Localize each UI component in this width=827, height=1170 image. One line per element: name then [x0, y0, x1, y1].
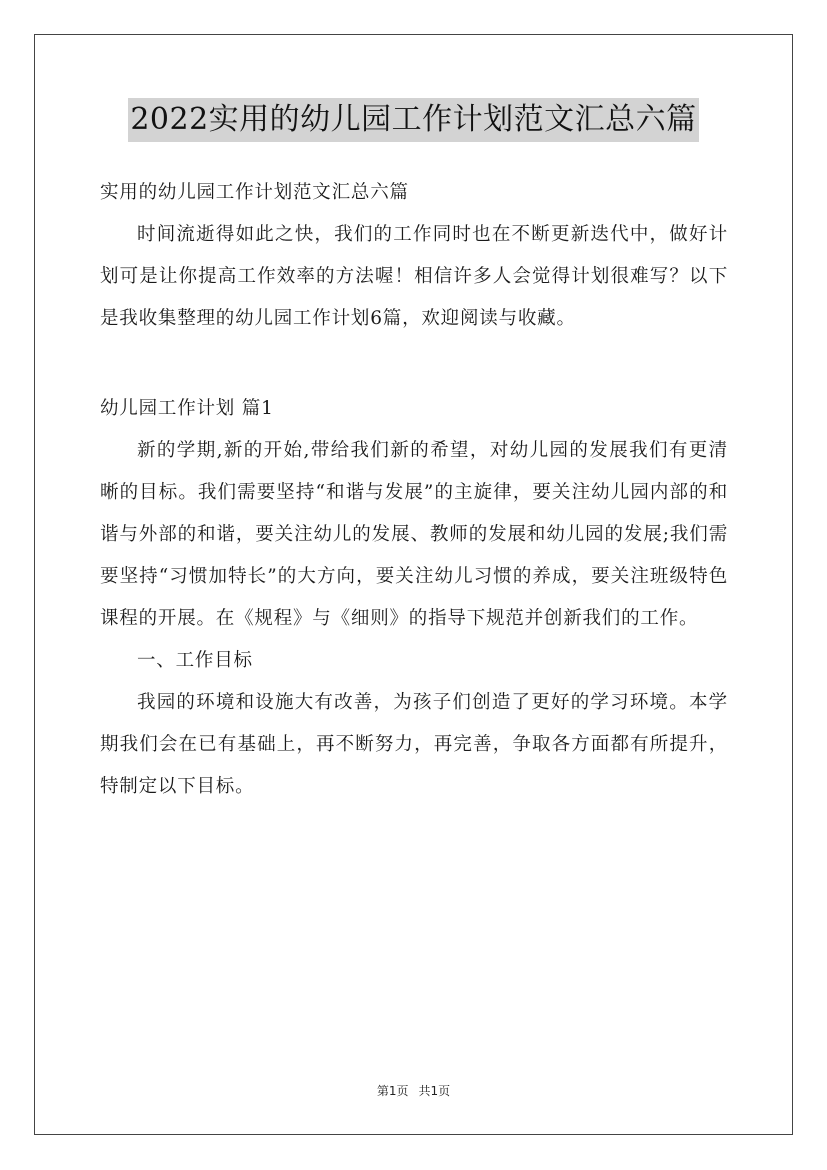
document-subtitle: 实用的幼儿园工作计划范文汇总六篇 [100, 182, 409, 203]
document-title-container [0, 98, 827, 142]
document-title: 2022实用的幼儿园工作计划范文汇总六篇 [128, 98, 698, 142]
body-paragraph-1: 新的学期,新的开始,带给我们新的希望，对幼儿园的发展我们有更清晰的目标。我们需要坚持“和谐与发展”的主旋律，要关注幼儿园内部的和谐与外部的和谐，要关注幼儿的发展、教师的发展和幼儿园的发展;我们需要坚持“习惯加特长”的大方向，要关注幼儿习惯的养成，要关注班级特色课程的开展。在《规程》与《细则》的指导下规范并创新我们的工作。 [100, 440, 728, 629]
intro-paragraph: 时间流逝得如此之快，我们的工作同时也在不断更新迭代中，做好计划可是让你提高工作效率的方法喔！相信许多人会觉得计划很难写？以下是我收集整理的幼儿园工作计划6篇，欢迎阅读与收藏。 [100, 224, 728, 329]
page-footer [0, 1082, 827, 1099]
sub-heading: 一、工作目标 [137, 650, 253, 671]
body-paragraph-2: 我园的环境和设施大有改善，为孩子们创造了更好的学习环境。本学期我们会在已有基础上，再不断努力，再完善，争取各方面都有所提升，特制定以下目标。 [100, 692, 728, 797]
page-number: 第1页 [376, 1084, 409, 1098]
section-heading: 幼儿园工作计划 篇1 [100, 398, 274, 419]
document-body [100, 172, 728, 808]
page-total: 共1页 [418, 1084, 451, 1098]
